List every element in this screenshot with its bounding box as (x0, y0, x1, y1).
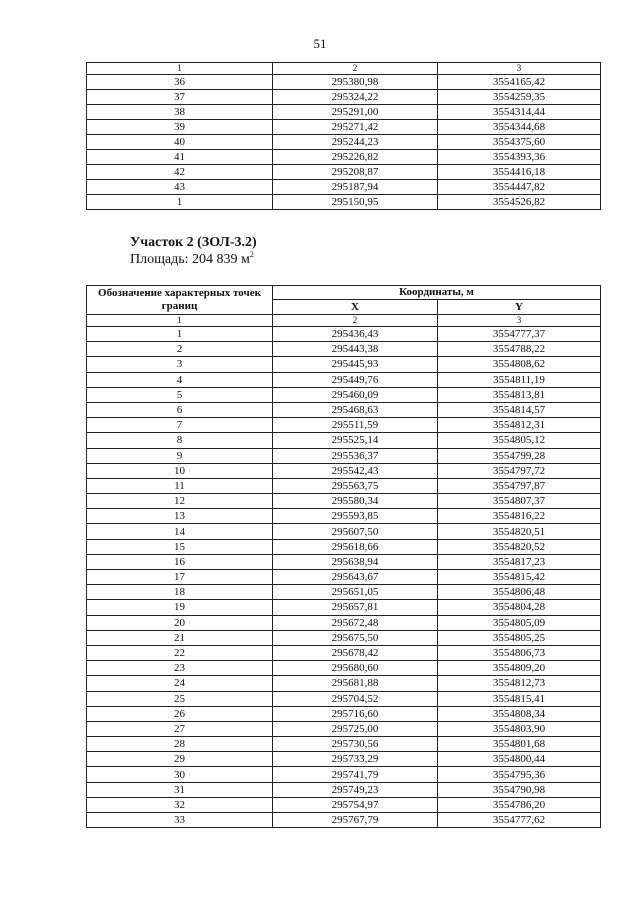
coordinates-table-continuation (86, 62, 601, 210)
y-coordinate-cell: 3554806,48 (438, 585, 601, 600)
y-coordinate-cell: 3554808,34 (438, 706, 601, 721)
x-coordinate-cell: 295651,05 (273, 585, 438, 600)
y-coordinate-cell: 3554165,42 (438, 75, 601, 90)
y-coordinate-cell: 3554526,82 (438, 195, 601, 210)
y-coordinate-cell: 3554786,20 (438, 797, 601, 812)
x-coordinate-cell: 295226,82 (273, 150, 438, 165)
x-coordinate-cell: 295271,42 (273, 120, 438, 135)
table-row (87, 645, 601, 660)
column-number: 1 (87, 63, 273, 75)
y-coordinate-cell: 3554788,22 (438, 342, 601, 357)
table-row (87, 135, 601, 150)
table-row (87, 539, 601, 554)
point-id-cell: 5 (87, 387, 273, 402)
y-coordinate-cell: 3554812,73 (438, 676, 601, 691)
point-id-cell: 29 (87, 752, 273, 767)
table-row (87, 797, 601, 812)
point-id-cell: 2 (87, 342, 273, 357)
table-row (87, 120, 601, 135)
table-row (87, 813, 601, 828)
point-id-cell: 36 (87, 75, 273, 90)
table-row (87, 90, 601, 105)
x-coordinate-cell: 295657,81 (273, 600, 438, 615)
table-row (87, 180, 601, 195)
x-coordinate-cell: 295443,38 (273, 342, 438, 357)
x-coordinate-cell: 295749,23 (273, 782, 438, 797)
table-row (87, 433, 601, 448)
x-coordinate-cell: 295380,98 (273, 75, 438, 90)
table-row (87, 570, 601, 585)
point-id-cell: 42 (87, 165, 273, 180)
y-coordinate-cell: 3554344,68 (438, 120, 601, 135)
point-id-cell: 37 (87, 90, 273, 105)
y-coordinate-cell: 3554807,37 (438, 494, 601, 509)
x-coordinate-cell: 295563,75 (273, 478, 438, 493)
table-row (87, 478, 601, 493)
y-coordinate-cell: 3554812,31 (438, 418, 601, 433)
y-coordinate-cell: 3554393,36 (438, 150, 601, 165)
y-coordinate-cell: 3554375,60 (438, 135, 601, 150)
y-coordinate-cell: 3554813,81 (438, 387, 601, 402)
x-coordinate-cell: 295525,14 (273, 433, 438, 448)
column-number: 3 (438, 63, 601, 75)
x-coordinate-cell: 295150,95 (273, 195, 438, 210)
table-row (87, 75, 601, 90)
y-coordinate-cell: 3554447,82 (438, 180, 601, 195)
point-id-cell: 28 (87, 737, 273, 752)
table-header-row (87, 286, 601, 300)
table-row (87, 615, 601, 630)
x-coordinate-cell: 295187,94 (273, 180, 438, 195)
table-row (87, 721, 601, 736)
table-row (87, 524, 601, 539)
table-row (87, 661, 601, 676)
x-coordinate-cell: 295741,79 (273, 767, 438, 782)
x-coordinate-cell: 295643,67 (273, 570, 438, 585)
y-coordinate-cell: 3554314,44 (438, 105, 601, 120)
x-coordinate-cell: 295678,42 (273, 645, 438, 660)
point-id-cell: 23 (87, 661, 273, 676)
y-coordinate-cell: 3554801,68 (438, 737, 601, 752)
table-row (87, 165, 601, 180)
x-coordinate-cell: 295754,97 (273, 797, 438, 812)
y-coordinate-cell: 3554805,09 (438, 615, 601, 630)
x-coordinate-cell: 295675,50 (273, 630, 438, 645)
table-row (87, 463, 601, 478)
point-id-cell: 38 (87, 105, 273, 120)
area-line (130, 252, 254, 268)
table-row (87, 327, 601, 342)
point-id-cell: 10 (87, 463, 273, 478)
point-id-cell: 18 (87, 585, 273, 600)
table-row (87, 752, 601, 767)
y-coordinate-cell: 3554259,35 (438, 90, 601, 105)
point-id-cell: 7 (87, 418, 273, 433)
table-row (87, 676, 601, 691)
x-coordinate-cell: 295460,09 (273, 387, 438, 402)
y-coordinate-cell: 3554797,87 (438, 478, 601, 493)
point-id-cell: 11 (87, 478, 273, 493)
x-coordinate-cell: 295716,60 (273, 706, 438, 721)
x-coordinate-cell: 295445,93 (273, 357, 438, 372)
section-title: Участок 2 (ЗОЛ-3.2) (130, 235, 257, 250)
x-coordinate-cell: 295580,34 (273, 494, 438, 509)
point-id-cell: 26 (87, 706, 273, 721)
x-coordinate-cell: 295542,43 (273, 463, 438, 478)
table-row (87, 737, 601, 752)
x-column-header: X (273, 300, 438, 315)
point-id-cell: 3 (87, 357, 273, 372)
y-coordinate-cell: 3554815,42 (438, 570, 601, 585)
y-coordinate-cell: 3554809,20 (438, 661, 601, 676)
area-label: Площадь: 204 839 м (130, 252, 250, 267)
point-id-cell: 14 (87, 524, 273, 539)
x-coordinate-cell: 295607,50 (273, 524, 438, 539)
y-coordinate-cell: 3554815,41 (438, 691, 601, 706)
page-number: 51 (313, 36, 327, 51)
y-coordinate-cell: 3554816,22 (438, 509, 601, 524)
point-id-cell: 22 (87, 645, 273, 660)
x-coordinate-cell: 295704,52 (273, 691, 438, 706)
table-row (87, 105, 601, 120)
column-numbering-row (87, 315, 601, 327)
table-row (87, 585, 601, 600)
table-row (87, 402, 601, 417)
table-row (87, 630, 601, 645)
point-id-cell: 6 (87, 402, 273, 417)
point-id-cell: 27 (87, 721, 273, 736)
point-id-cell: 9 (87, 448, 273, 463)
x-coordinate-cell: 295449,76 (273, 372, 438, 387)
column-numbering-row (87, 63, 601, 75)
area-unit-superscript: 2 (249, 250, 254, 259)
y-coordinate-cell: 3554808,62 (438, 357, 601, 372)
x-coordinate-cell: 295618,66 (273, 539, 438, 554)
point-id-cell: 1 (87, 327, 273, 342)
y-coordinate-cell: 3554790,98 (438, 782, 601, 797)
column-number: 2 (273, 315, 438, 327)
table-row (87, 706, 601, 721)
point-id-cell: 24 (87, 676, 273, 691)
y-coordinate-cell: 3554805,12 (438, 433, 601, 448)
point-id-cell: 43 (87, 180, 273, 195)
y-coordinate-cell: 3554416,18 (438, 165, 601, 180)
point-id-cell: 4 (87, 372, 273, 387)
y-coordinate-cell: 3554805,25 (438, 630, 601, 645)
table-row (87, 554, 601, 569)
point-id-cell: 15 (87, 539, 273, 554)
point-id-cell: 40 (87, 135, 273, 150)
x-coordinate-cell: 295324,22 (273, 90, 438, 105)
x-coordinate-cell: 295593,85 (273, 509, 438, 524)
y-coordinate-cell: 3554811,19 (438, 372, 601, 387)
point-id-cell: 13 (87, 509, 273, 524)
y-coordinate-cell: 3554800,44 (438, 752, 601, 767)
table-row (87, 357, 601, 372)
points-column-header: Обозначение характерных точек границ (87, 286, 273, 315)
column-number: 3 (438, 315, 601, 327)
x-coordinate-cell: 295244,23 (273, 135, 438, 150)
table-row (87, 509, 601, 524)
y-column-header: Y (438, 300, 601, 315)
point-id-cell: 41 (87, 150, 273, 165)
y-coordinate-cell: 3554806,73 (438, 645, 601, 660)
y-coordinate-cell: 3554817,23 (438, 554, 601, 569)
table-row (87, 195, 601, 210)
point-id-cell: 8 (87, 433, 273, 448)
column-number: 2 (273, 63, 438, 75)
table-row (87, 494, 601, 509)
point-id-cell: 21 (87, 630, 273, 645)
x-coordinate-cell: 295436,43 (273, 327, 438, 342)
column-number: 1 (87, 315, 273, 327)
x-coordinate-cell: 295672,48 (273, 615, 438, 630)
point-id-cell: 39 (87, 120, 273, 135)
y-coordinate-cell: 3554814,57 (438, 402, 601, 417)
table-row (87, 418, 601, 433)
table-row (87, 600, 601, 615)
point-id-cell: 31 (87, 782, 273, 797)
y-coordinate-cell: 3554803,90 (438, 721, 601, 736)
x-coordinate-cell: 295681,88 (273, 676, 438, 691)
table-row (87, 691, 601, 706)
x-coordinate-cell: 295638,94 (273, 554, 438, 569)
table-row (87, 782, 601, 797)
x-coordinate-cell: 295730,56 (273, 737, 438, 752)
coordinates-header: Координаты, м (273, 286, 601, 300)
point-id-cell: 30 (87, 767, 273, 782)
point-id-cell: 19 (87, 600, 273, 615)
x-coordinate-cell: 295725,00 (273, 721, 438, 736)
y-coordinate-cell: 3554777,37 (438, 327, 601, 342)
point-id-cell: 12 (87, 494, 273, 509)
y-coordinate-cell: 3554820,51 (438, 524, 601, 539)
x-coordinate-cell: 295291,00 (273, 105, 438, 120)
y-coordinate-cell: 3554799,28 (438, 448, 601, 463)
y-coordinate-cell: 3554797,72 (438, 463, 601, 478)
table-row (87, 448, 601, 463)
point-id-cell: 20 (87, 615, 273, 630)
y-coordinate-cell: 3554804,28 (438, 600, 601, 615)
point-id-cell: 17 (87, 570, 273, 585)
x-coordinate-cell: 295511,59 (273, 418, 438, 433)
table-row (87, 767, 601, 782)
y-coordinate-cell: 3554820,52 (438, 539, 601, 554)
x-coordinate-cell: 295536,37 (273, 448, 438, 463)
point-id-cell: 32 (87, 797, 273, 812)
x-coordinate-cell: 295468,63 (273, 402, 438, 417)
coordinates-table (86, 285, 601, 828)
y-coordinate-cell: 3554777,62 (438, 813, 601, 828)
point-id-cell: 1 (87, 195, 273, 210)
point-id-cell: 16 (87, 554, 273, 569)
table-row (87, 387, 601, 402)
point-id-cell: 25 (87, 691, 273, 706)
table-row (87, 150, 601, 165)
table-row (87, 342, 601, 357)
point-id-cell: 33 (87, 813, 273, 828)
y-coordinate-cell: 3554795,36 (438, 767, 601, 782)
x-coordinate-cell: 295680,60 (273, 661, 438, 676)
table-row (87, 372, 601, 387)
x-coordinate-cell: 295767,79 (273, 813, 438, 828)
x-coordinate-cell: 295208,87 (273, 165, 438, 180)
x-coordinate-cell: 295733,29 (273, 752, 438, 767)
